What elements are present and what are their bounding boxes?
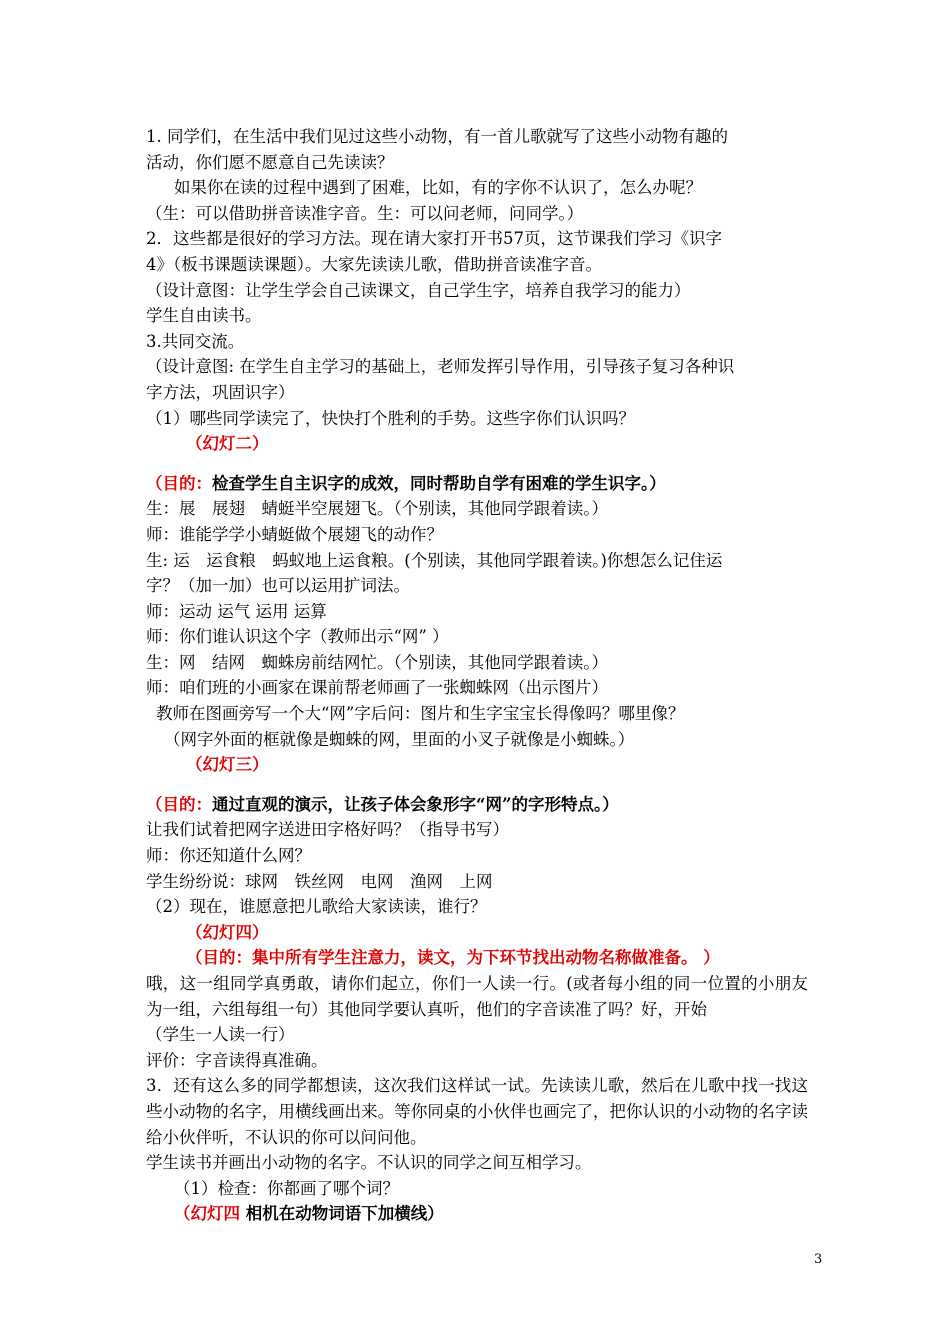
goal-label: （目的： bbox=[146, 473, 212, 493]
text-line: 让我们试着把网字送进田字格好吗？（指导书写） bbox=[146, 820, 509, 840]
document-body bbox=[146, 124, 808, 1227]
text-line: 学生自由读书。 bbox=[146, 306, 262, 326]
page-number: 3 bbox=[814, 1252, 823, 1267]
text-line: 生：展 展翅 蜻蜓半空展翅飞。（个别读，其他同学跟着读。） bbox=[146, 499, 608, 519]
slide-label: （幻灯四 bbox=[174, 1204, 240, 1224]
text-line: 如果你在读的过程中遇到了困难，比如，有的字你不认识了，怎么办呢？ bbox=[174, 178, 702, 198]
goal-line-1 bbox=[146, 471, 808, 497]
goal-text: 通过直观的演示，让孩子体会象形字“网”的字形特点。） bbox=[212, 794, 619, 814]
text-line: 评价：字音读得真准确。 bbox=[146, 1050, 328, 1070]
goal-label: （目的： bbox=[146, 794, 212, 814]
spacer bbox=[146, 778, 808, 792]
text-line: 1. 同学们，在生活中我们见过这些小动物，有一首儿歌就写了这些小动物有趣的 bbox=[146, 127, 728, 146]
goal-line-2 bbox=[146, 792, 808, 818]
goal-text: 集中所有学生注意力，读文，为下环节找出动物名称做准备。 ） bbox=[252, 948, 720, 968]
text-line: 字？（加一加）也可以运用扩词法。 bbox=[146, 576, 410, 596]
slide-4-heading: （幻灯四） bbox=[186, 922, 269, 942]
text-line: 师：你们谁认识这个字（教师出示“网” ） bbox=[146, 627, 449, 647]
text-line: 师：咱们班的小画家在课前帮老师画了一张蜘蛛网（出示图片） bbox=[146, 678, 608, 698]
text-line: （网字外面的框就像是蜘蛛的网，里面的小叉子就像是小蜘蛛。） bbox=[164, 729, 635, 749]
text-line: 师：谁能学学小蜻蜓做个展翅飞的动作？ bbox=[146, 524, 443, 544]
text-line: 学生纷纷说：球网 铁丝网 电网 渔网 上网 bbox=[146, 871, 493, 891]
text-paragraph: 3．还有这么多的同学都想读，这次我们这样试一试。先读读儿歌，然后在儿歌中找一找这些小动物的名字，用横线画出来。等你同桌的小伙伴也画完了，把你认识的小动物的名字读给小伙伴听，不认识的你可以问问他。 bbox=[146, 1076, 808, 1147]
text-line: 学生读书并画出小动物的名字。不认识的同学之间互相学习。 bbox=[146, 1153, 592, 1173]
text-line: 教师在图画旁写一个大“网”字后问：图片和生字宝宝长得像吗？哪里像？ bbox=[156, 704, 685, 724]
text-line: 活动，你们愿不愿意自己先读读？ bbox=[146, 152, 394, 172]
text-line: 生: 运 运食粮 蚂蚁地上运食粮。(个别读，其他同学跟着读。)你想怎么记住运 bbox=[146, 550, 723, 570]
text-line: 2．这些都是很好的学习方法。现在请大家打开书57页，这节课我们学习《识字 bbox=[146, 229, 722, 249]
design-intent-note: （设计意图：让学生学会自己读课文，自己学生字，培养自我学习的能力） bbox=[146, 280, 691, 300]
slide-2-heading: （幻灯二） bbox=[186, 434, 269, 454]
slide-3-heading: （幻灯三） bbox=[186, 755, 269, 775]
text-line: 生：网 结网 蜘蛛房前结网忙。（个别读，其他同学跟着读。） bbox=[146, 652, 608, 672]
design-intent-note: （设计意图: 在学生自主学习的基础上，老师发挥引导作用，引导孩子复习各种识 bbox=[146, 357, 735, 377]
text-line: 4》（板书课题读课题）。大家先读读儿歌，借助拼音读准字音。 bbox=[146, 254, 602, 274]
goal-line-3 bbox=[146, 945, 808, 971]
text-line: （1）哪些同学读完了，快快打个胜利的手势。这些字你们认识吗？ bbox=[146, 408, 635, 428]
goal-label: （目的： bbox=[186, 948, 252, 968]
text-line: （2）现在，谁愿意把儿歌给大家读读，谁行？ bbox=[146, 897, 487, 917]
spacer bbox=[146, 457, 808, 471]
text-line: 师：运动 运气 运用 运算 bbox=[146, 601, 327, 621]
text-line: （1）检查：你都画了哪个词？ bbox=[174, 1178, 399, 1198]
slide-4-underline-note bbox=[146, 1201, 808, 1227]
text-line: （学生一人读一行） bbox=[146, 1025, 295, 1045]
goal-text: 检查学生自主识字的成效，同时帮助自学有困难的学生识字。） bbox=[212, 473, 666, 493]
text-line: 3.共同交流。 bbox=[146, 331, 245, 351]
text-line: （生：可以借助拼音读准字音。生：可以问老师，问同学。） bbox=[146, 203, 584, 223]
text-line: 师：你还知道什么网？ bbox=[146, 846, 311, 866]
text-line: 字方法，巩固识字） bbox=[146, 382, 295, 402]
text-paragraph: 哦，这一组同学真勇敢，请你们起立，你们一人读一行。(或者每小组的同一位置的小朋友为一组，六组每组一句）其他同学要认真听，他们的字音读准了吗？好，开始 bbox=[146, 974, 808, 1019]
slide-note: 相机在动物词语下加横线） bbox=[240, 1204, 444, 1224]
